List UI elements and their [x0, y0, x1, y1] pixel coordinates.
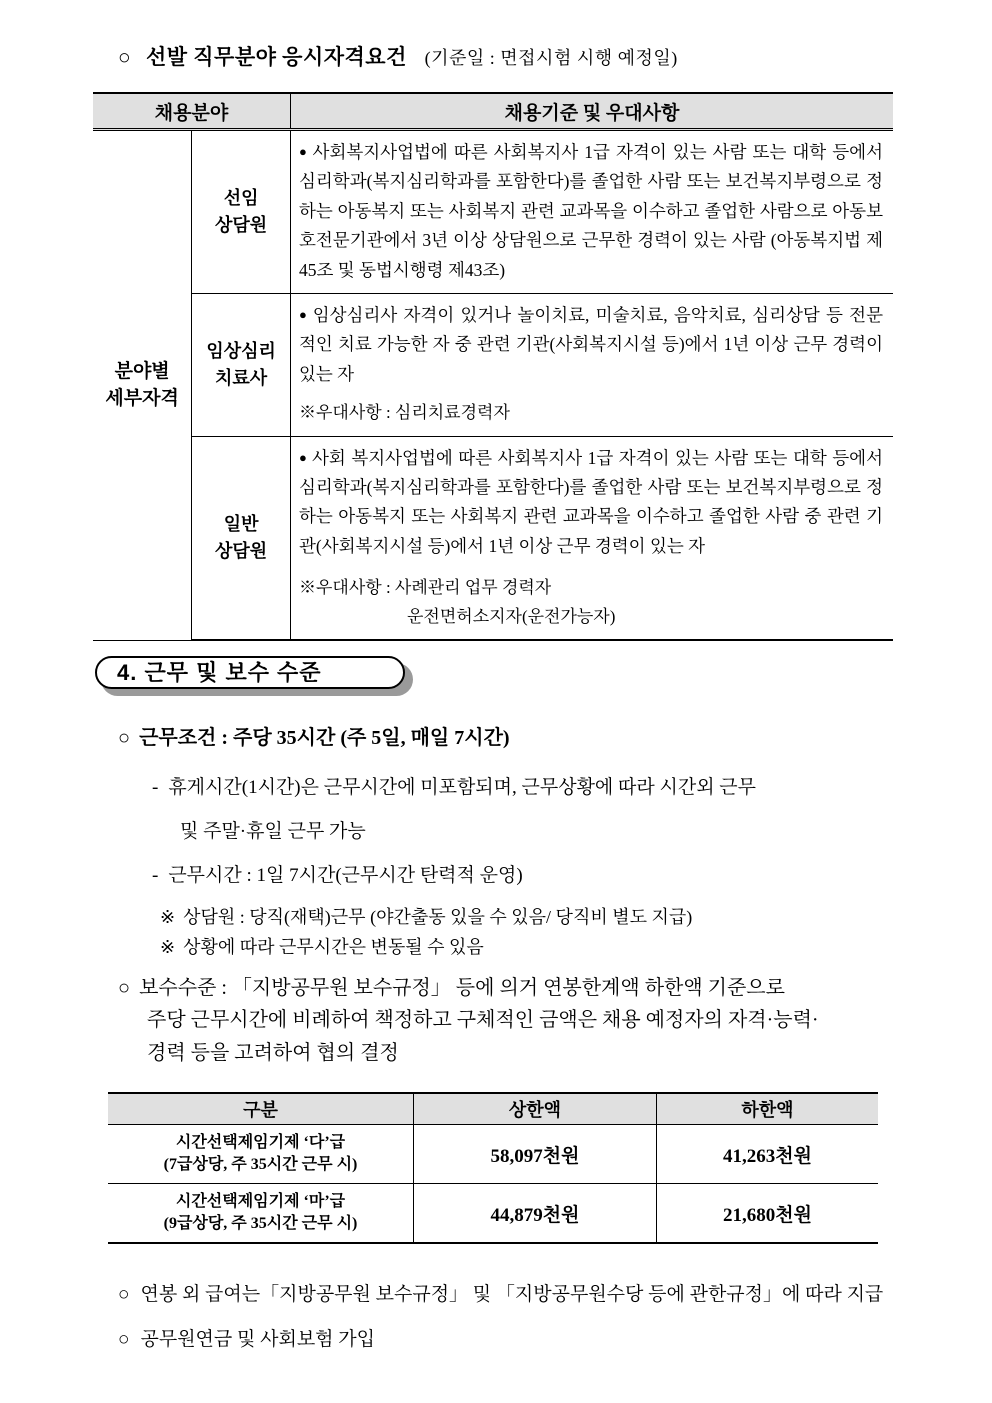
column-header-lower: 하한액	[657, 1093, 879, 1125]
list-marker: ○	[118, 727, 131, 749]
preference-note-sub: 운전면허소지자(운전가능자)	[407, 606, 616, 626]
grade-cell	[108, 1184, 414, 1244]
pension-insurance-item	[118, 1330, 375, 1349]
note-text: 상담원 : 당직(재택)근무 (야간출동 있을 수 있음/ 당직비 별도 지급)	[183, 907, 693, 927]
preference-note: ※우대사항 : 사례관리 업무 경력자	[299, 578, 552, 598]
pay-line-2	[118, 1004, 908, 1036]
work-hours-change-note	[160, 938, 484, 956]
criteria-text: 사회 복지사업법에 따른 사회복지사 1급 자격이 있는 사람 또는 대학 등에서 심리학과(복지심리학과를 포함한다)를 졸업한 사람 또는 보건복지부령으로 정하는 아동복지 또는 사회복지 관련 교과목을 이수하고 졸업한 사람 중 관련 기관(사회복지시설 등)에서 1년 이상 근무 경력이 있는 자	[299, 447, 883, 556]
list-marker: -	[152, 865, 159, 886]
heading-marker: ○	[118, 45, 132, 69]
category-line2: 상담원	[215, 214, 268, 235]
note-marker: ※	[160, 907, 176, 927]
criteria-cell	[291, 293, 894, 436]
lower-amount-cell: 21,680천원	[657, 1184, 879, 1244]
note-marker: ※	[160, 937, 176, 957]
category-cell	[192, 293, 291, 436]
category-line2: 치료사	[215, 367, 268, 388]
qualification-table	[93, 92, 893, 641]
work-condition-item	[118, 728, 510, 748]
list-text: 근무조건 : 주당 35시간 (주 5일, 매일 7시간)	[139, 727, 510, 749]
table-row	[93, 436, 893, 640]
heading-title: 선발 직무분야 응시자격요건	[145, 45, 407, 69]
salary-table	[108, 1092, 878, 1244]
category-cell	[192, 436, 291, 640]
criteria-cell	[291, 436, 894, 640]
column-header-field: 채용분야	[93, 93, 291, 130]
column-header-upper: 상한액	[414, 1093, 657, 1125]
counselor-duty-note	[160, 908, 692, 926]
work-hours-sub-item	[152, 866, 523, 885]
category-line1: 임상심리	[206, 340, 276, 361]
lower-amount-cell: 41,263천원	[657, 1125, 879, 1184]
heading-note: (기준일 : 면접시험 시행 예정일)	[424, 48, 678, 68]
list-marker: ○	[118, 1284, 130, 1305]
category-line2: 상담원	[215, 541, 268, 561]
pay-line-1-text: 보수수준 : 「지방공무원 보수규정」 등에 의거 연봉한계액 하한액 기준으로	[139, 977, 785, 999]
pay-line-3	[118, 1037, 908, 1069]
criteria-text: 임상심리사 자격이 있거나 놀이치료, 미술치료, 음악치료, 심리상담 등 전문적인 치료 가능한 자 중 관련 기관(사회복지시설 등)에서 1년 이상 근무 경력이 있는 자	[299, 304, 883, 384]
table-header-row	[93, 93, 893, 130]
side-label-cell	[93, 130, 192, 641]
list-text: 공무원연금 및 사회보험 가입	[140, 1329, 375, 1350]
category-cell	[192, 130, 291, 294]
table-row	[93, 293, 893, 436]
bullet-icon: ●	[299, 449, 308, 465]
grade-line1: 시간선택제임기제 ‘다’급	[175, 1133, 346, 1151]
section-4-header	[95, 656, 413, 696]
upper-amount-cell: 44,879천원	[414, 1184, 657, 1244]
pay-level-paragraph	[118, 972, 908, 1069]
side-label-line1: 분야별	[114, 360, 170, 382]
section-4-title: 4. 근무 및 보수 수준	[117, 660, 322, 685]
extra-pay-item	[118, 1285, 883, 1304]
column-header-criteria: 채용기준 및 우대사항	[291, 93, 894, 130]
list-marker: ○	[118, 977, 131, 999]
list-text: 연봉 외 급여는「지방공무원 보수규정」 및 「지방공무원수당 등에 관한규정」에 따라 지급	[140, 1284, 884, 1305]
table-header-row	[108, 1093, 878, 1125]
note-text: 상황에 따라 근무시간은 변동될 수 있음	[183, 937, 484, 957]
grade-line2: (9급상당, 주 35시간 근무 시)	[163, 1215, 358, 1232]
qualification-section-heading	[118, 41, 678, 71]
table-row	[108, 1184, 878, 1244]
grade-line2: (7급상당, 주 35시간 근무 시)	[163, 1156, 358, 1173]
list-marker: ○	[118, 1329, 130, 1350]
pay-line-2-text: 주당 근무시간에 비례하여 책정하고 구체적인 금액은 채용 예정자의 자격·능력·	[147, 1009, 819, 1032]
pay-line-1	[118, 972, 908, 1004]
list-text: 및 주말·휴일 근무 가능	[180, 821, 366, 842]
table-row	[108, 1125, 878, 1184]
pay-line-3-text: 경력 등을 고려하여 협의 결정	[147, 1041, 399, 1064]
category-line1: 선임	[223, 187, 259, 208]
table-row	[93, 130, 893, 294]
work-condition-sub-item	[152, 778, 756, 797]
category-line1: 일반	[223, 514, 259, 534]
preference-note: ※우대사항 : 심리치료경력자	[299, 403, 510, 423]
grade-line1: 시간선택제임기제 ‘마’급	[175, 1192, 346, 1210]
list-text: 근무시간 : 1일 7시간(근무시간 탄력적 운영)	[168, 865, 523, 886]
work-condition-sub-item-cont	[180, 822, 366, 841]
bullet-icon: ●	[299, 144, 309, 159]
side-label-line2: 세부자격	[105, 388, 179, 410]
criteria-cell	[291, 130, 894, 294]
upper-amount-cell: 58,097천원	[414, 1125, 657, 1184]
criteria-text: 사회복지사업법에 따른 사회복지사 1급 자격이 있는 사람 또는 대학 등에서 심리학과(복지심리학과를 포함한다)를 졸업한 사람 또는 보건복지부령으로 정하는 아동복지 또는 사회복지 관련 교과목을 이수하고 졸업한 사람으로 아동보호전문기관에서 3년 이상 상담원으로 근무한 경력이 있는 사람 (아동복지법 제45조 및 동법시행령 제43조)	[299, 142, 883, 280]
grade-cell	[108, 1125, 414, 1184]
list-text: 휴게시간(1시간)은 근무시간에 미포함되며, 근무상황에 따라 시간외 근무	[168, 777, 756, 798]
bullet-icon: ●	[299, 306, 309, 322]
column-header-grade: 구분	[108, 1093, 414, 1125]
list-marker: -	[152, 777, 159, 798]
